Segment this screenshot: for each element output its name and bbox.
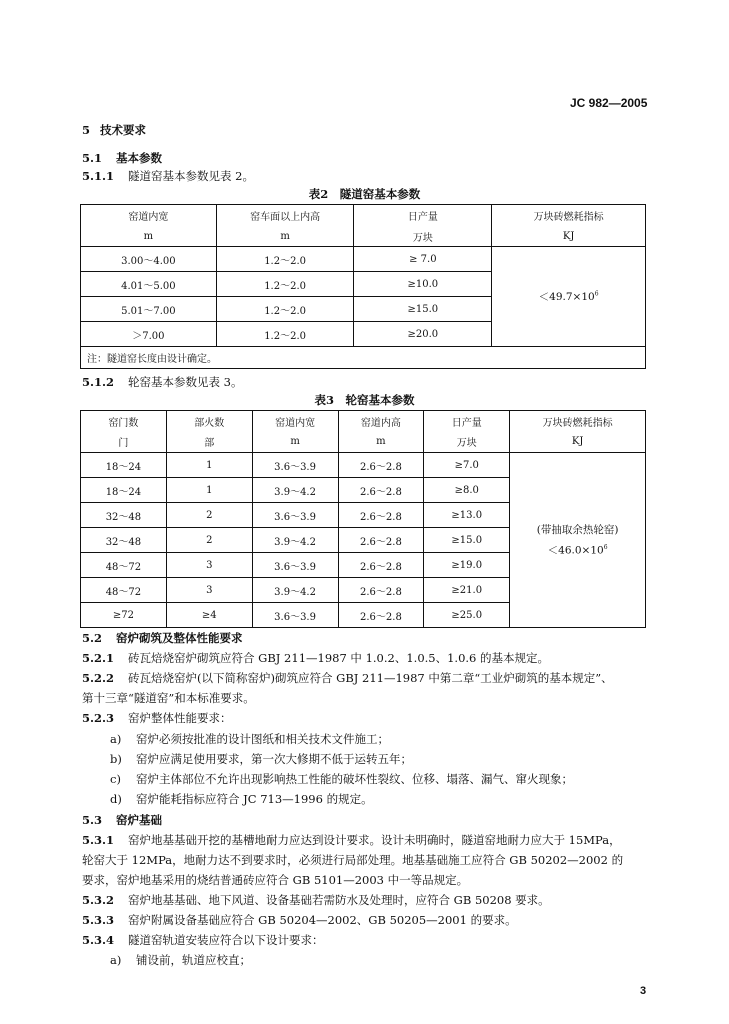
list-marker: a): [110, 953, 122, 967]
cell-doors: 18～24: [81, 453, 167, 478]
table-header-row: [81, 411, 646, 432]
cell-fires: 2: [166, 503, 252, 528]
section-5-1-heading: [82, 150, 162, 166]
cell-fires: 1: [166, 478, 252, 503]
column-unit: m: [81, 227, 217, 247]
page-number: 3: [640, 985, 647, 997]
section-5-2-heading: [82, 630, 243, 646]
cell-height: 2.6～2.8: [338, 603, 424, 628]
cell-output: ≥25.0: [424, 603, 510, 628]
table-row: [81, 247, 646, 272]
clause-5-3-1: [82, 832, 621, 848]
cell-output: ≥8.0: [424, 478, 510, 503]
cell-output: ≥20.0: [354, 322, 492, 347]
cell-doors: 48～72: [81, 578, 167, 603]
clause-text-line: 砖瓦焙烧窑炉(以下简称窑炉)砌筑应符合 GBJ 211—1987 中第二章“工业炉砌筑的基本规定”、: [128, 671, 613, 685]
energy-index-exponent: 6: [603, 543, 608, 551]
list-item: [110, 791, 373, 807]
section-5-3-heading: [82, 812, 162, 828]
table-3: [80, 410, 646, 628]
clause-5-1-1: [82, 168, 254, 184]
cell-fires: 3: [166, 578, 252, 603]
column-header: 窑道内高: [338, 411, 424, 432]
cell-fires: ≥4: [166, 603, 252, 628]
clause-number: 5.3.1: [82, 833, 115, 847]
list-text: 窑炉应满足使用要求，第一次大修期不低于运转五年；: [136, 752, 412, 766]
cell-height: 2.6～2.8: [338, 553, 424, 578]
clause-number: 5.1.2: [82, 375, 115, 389]
column-unit: m: [216, 227, 354, 247]
table-3-caption: 表3 轮窑基本参数: [314, 393, 415, 407]
clause-5-3-1-continued: 轮窑大于 12MPa，地耐力达不到要求时，必须进行局部处理。地基基础施工应符合 GB 50202—2002 的: [82, 853, 624, 867]
cell-output: ≥15.0: [424, 528, 510, 553]
column-header: 窑车面以上内高: [216, 205, 354, 227]
table-2: [80, 204, 646, 369]
cell-output: ≥15.0: [354, 297, 492, 322]
clause-number: 5.3.4: [82, 933, 115, 947]
cell-width: 3.00～4.00: [81, 247, 217, 272]
column-header: 窑门数: [81, 411, 167, 432]
clause-number: 5.2.3: [82, 711, 115, 725]
section-number: 5.2: [82, 631, 103, 645]
cell-fires: 3: [166, 553, 252, 578]
section-title: 技术要求: [100, 123, 146, 137]
cell-height: 1.2～2.0: [216, 272, 354, 297]
clause-5-2-2-continued: 第十三章“隧道窑”和本标准要求。: [82, 691, 255, 705]
table-row: [81, 453, 646, 478]
list-item: [110, 731, 389, 747]
section-title: 基本参数: [116, 151, 162, 165]
energy-index-value: ＜46.0×10: [547, 544, 604, 557]
clause-text: 隧道窑基本参数见表 2。: [128, 169, 254, 183]
section-5-heading: [82, 122, 146, 138]
cell-output: ≥13.0: [424, 503, 510, 528]
clause-text: 隧道窑轨道安装应符合以下设计要求：: [128, 933, 324, 947]
clause-5-2-3: [82, 710, 232, 726]
clause-text-line: 窑炉地基基础开挖的基槽地耐力应达到设计要求。设计未明确时，隧道窑地耐力应大于 15MPa，: [128, 833, 621, 847]
list-text: 窑炉主体部位不允许出现影响热工性能的破坏性裂纹、位移、塌落、漏气、窜火现象；: [136, 772, 573, 786]
table-note: 注：隧道窑长度由设计确定。: [81, 347, 646, 369]
cell-output: ≥21.0: [424, 578, 510, 603]
cell-doors: 48～72: [81, 553, 167, 578]
cell-width: 3.6～3.9: [252, 553, 338, 578]
cell-output: ≥10.0: [354, 272, 492, 297]
column-unit: KJ: [492, 227, 646, 247]
section-number: 5.3: [82, 813, 103, 827]
section-number: 5.1: [82, 151, 103, 165]
cell-height: 2.6～2.8: [338, 578, 424, 603]
cell-energy-index: [510, 453, 646, 628]
list-marker: b): [110, 752, 122, 766]
clause-text: 轮窑基本参数见表 3。: [128, 375, 243, 389]
clause-5-3-4: [82, 932, 324, 948]
cell-fires: 2: [166, 528, 252, 553]
column-unit: 万块: [424, 432, 510, 453]
cell-width: 3.9～4.2: [252, 578, 338, 603]
column-unit: 万块: [354, 227, 492, 247]
column-unit: 部: [166, 432, 252, 453]
cell-doors: 32～48: [81, 503, 167, 528]
cell-height: 1.2～2.0: [216, 247, 354, 272]
cell-width: 3.9～4.2: [252, 528, 338, 553]
column-header: 万块砖燃耗指标: [492, 205, 646, 227]
cell-width: 3.6～3.9: [252, 603, 338, 628]
cell-energy-index: [492, 247, 646, 347]
cell-width: 3.6～3.9: [252, 503, 338, 528]
clause-5-3-3: [82, 912, 517, 928]
clause-5-2-2: [82, 670, 613, 686]
list-text: 铺设前，轨道应校直；: [136, 953, 251, 967]
list-marker: d): [110, 792, 122, 806]
clause-number: 5.2.1: [82, 651, 115, 665]
cell-height: 2.6～2.8: [338, 453, 424, 478]
clause-text: 窑炉附属设备基础应符合 GB 50204—2002、GB 50205—2001 的要求。: [128, 913, 517, 927]
cell-doors: 18～24: [81, 478, 167, 503]
list-item: [110, 952, 251, 968]
cell-height: 1.2～2.0: [216, 322, 354, 347]
column-header: 窑道内宽: [252, 411, 338, 432]
cell-width: 5.01～7.00: [81, 297, 217, 322]
running-header: JC 982—2005: [570, 96, 648, 110]
cell-width: 3.9～4.2: [252, 478, 338, 503]
clause-text: 窑炉整体性能要求：: [128, 711, 232, 725]
list-marker: c): [110, 772, 121, 786]
table-2-caption: 表2 隧道窑基本参数: [308, 187, 421, 201]
column-header: 万块砖燃耗指标: [510, 411, 646, 432]
clause-number: 5.1.1: [82, 169, 115, 183]
column-header: 日产量: [424, 411, 510, 432]
column-unit: m: [338, 432, 424, 453]
column-header: 部火数: [166, 411, 252, 432]
cell-output: ≥7.0: [424, 453, 510, 478]
column-header: 日产量: [354, 205, 492, 227]
section-number: 5: [82, 123, 91, 137]
clause-text: 窑炉地基基础、地下风道、设备基础若需防水及处理时，应符合 GB 50208 要求。: [128, 893, 550, 907]
column-unit: KJ: [510, 432, 646, 453]
clause-number: 5.2.2: [82, 671, 115, 685]
list-item: [110, 751, 412, 767]
table-unit-row: [81, 227, 646, 247]
cell-height: 2.6～2.8: [338, 528, 424, 553]
cell-output: ≥19.0: [424, 553, 510, 578]
section-title: 窑炉基础: [116, 813, 162, 827]
energy-index-value: ＜49.7×10: [538, 291, 595, 303]
clause-number: 5.3.2: [82, 893, 115, 907]
table-header-row: [81, 205, 646, 227]
clause-5-3-1-continued: 要求，窑炉地基采用的烧结普通砖应符合 GB 5101—2003 中一等品规定。: [82, 873, 469, 887]
cell-output: ≥ 7.0: [354, 247, 492, 272]
clause-5-1-2: [82, 374, 242, 390]
cell-height: 2.6～2.8: [338, 503, 424, 528]
column-unit: 门: [81, 432, 167, 453]
cell-height: 1.2～2.0: [216, 297, 354, 322]
section-title: 窑炉砌筑及整体性能要求: [116, 631, 243, 645]
table-note-row: [81, 347, 646, 369]
cell-doors: 32～48: [81, 528, 167, 553]
energy-index-exponent: 6: [594, 290, 599, 298]
column-header: 窑道内宽: [81, 205, 217, 227]
cell-height: 2.6～2.8: [338, 478, 424, 503]
cell-width: ＞7.00: [81, 322, 217, 347]
clause-5-2-1: [82, 650, 549, 666]
cell-fires: 1: [166, 453, 252, 478]
clause-number: 5.3.3: [82, 913, 115, 927]
clause-5-3-2: [82, 892, 550, 908]
cell-width: 3.6～3.9: [252, 453, 338, 478]
column-unit: m: [252, 432, 338, 453]
energy-index-note: (带抽取余热轮窑): [536, 523, 619, 536]
list-text: 窑炉能耗指标应符合 JC 713—1996 的规定。: [136, 792, 373, 806]
cell-width: 4.01～5.00: [81, 272, 217, 297]
table-unit-row: [81, 432, 646, 453]
list-text: 窑炉必须按批准的设计图纸和相关技术文件施工；: [136, 732, 389, 746]
list-item: [110, 771, 573, 787]
clause-text: 砖瓦焙烧窑炉砌筑应符合 GBJ 211—1987 中 1.0.2、1.0.5、1.0.6 的基本规定。: [128, 651, 550, 665]
list-marker: a): [110, 732, 122, 746]
cell-doors: ≥72: [81, 603, 167, 628]
